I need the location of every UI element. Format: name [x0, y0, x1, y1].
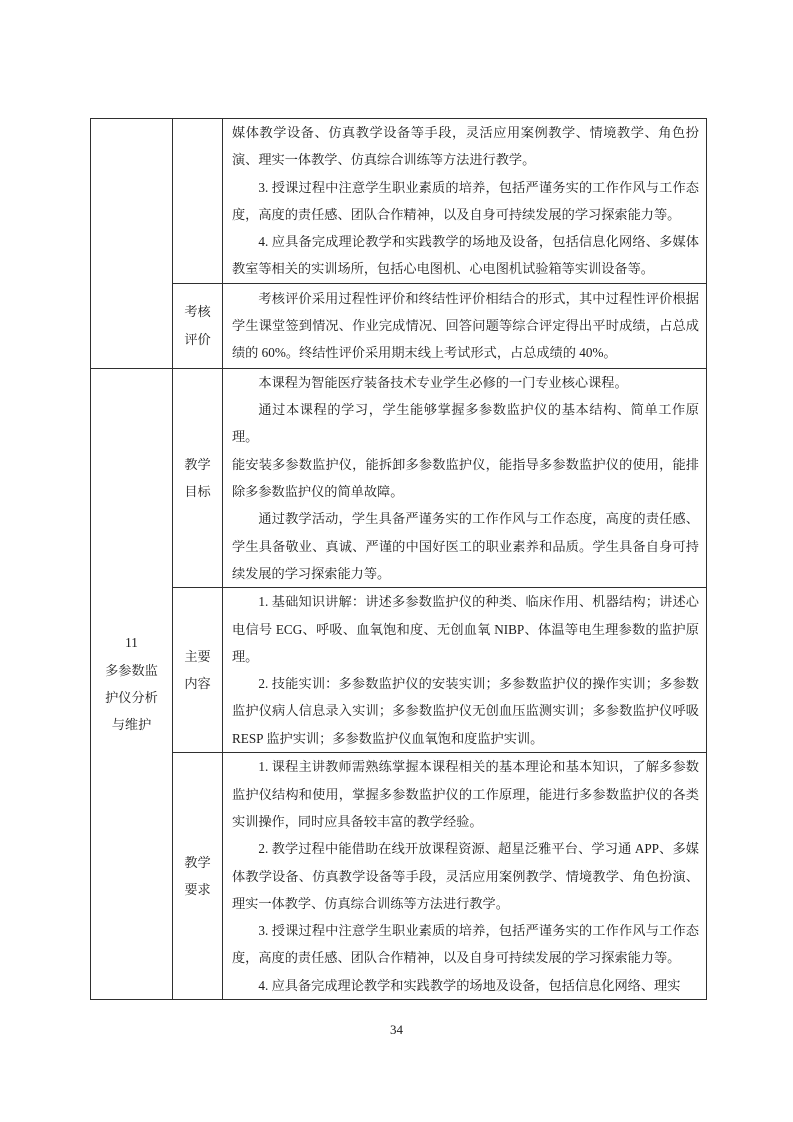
paragraph: 3. 授课过程中注意学生职业素质的培养，包括严谨务实的工作作风与工作态度，高度的责任感、团队合作精神，以及自身可持续发展的学习探索能力等。 [232, 179, 699, 222]
row-label-cell [173, 753, 223, 999]
row-label-cell [173, 369, 223, 587]
course-title-cell [91, 369, 173, 999]
row-content-cell [223, 119, 706, 283]
label-line: 与维护 [111, 717, 152, 733]
table-row [173, 119, 706, 283]
label-line: 主要 [184, 648, 211, 664]
paragraph: 媒体教学设备、仿真教学设备等手段，灵活应用案例教学、情境教学、角色扮演、理实一体教学、仿真综合训练等方法进行教学。 [232, 125, 699, 168]
course-title-cell [91, 119, 173, 368]
paragraph: 考核评价采用过程性评价和终结性评价相结合的形式，其中过程性评价根据学生课堂签到情况、作业完成情况、回答问题等综合评定得出平时成绩，占总成绩的 60%。终结性评价采用期末线上考试形式，占总成绩的 40%。 [232, 290, 699, 361]
label-line: 11 [125, 635, 138, 651]
row-label-cell [173, 119, 223, 283]
paragraph: 本课程为智能医疗装备技术专业学生必修的一门专业核心课程。 [258, 374, 628, 390]
label-line: 目标 [184, 483, 211, 499]
row-label-cell [173, 588, 223, 752]
paragraph: 2. 技能实训：多参数监护仪的安装实训；多参数监护仪的操作实训；多参数监护仪病人信息录入实训；多参数监护仪无创血压监测实训；多参数监护仪呼吸 RESP 监护实训；多参数监护仪血氧饱和度监护实训。 [232, 676, 699, 746]
course-outline-table [90, 118, 707, 1000]
row-content-cell [223, 753, 706, 999]
label-line: 护仪分析 [105, 689, 158, 705]
paragraph: 通过本课程的学习，学生能够掌握多参数监护仪的基本结构、简单工作原理。 [232, 402, 699, 445]
row-content-cell [223, 284, 706, 368]
paragraph: 能安装多参数监护仪，能拆卸多参数监护仪，能指导多参数监护仪的使用，能排除多参数监护仪的简单故障。 [232, 456, 699, 499]
label-line: 教学 [184, 854, 211, 870]
table-section [91, 368, 706, 999]
paragraph: 1. 基础知识讲解：讲述多参数监护仪的种类、临床作用、机器结构；讲述心电信号 ECG、呼吸、血氧饱和度、无创血氧 NIBP、体温等电生理参数的监护原理。 [232, 594, 699, 664]
label-line: 要求 [184, 882, 211, 898]
row-content-cell [223, 588, 706, 752]
table-row [173, 283, 706, 368]
paragraph: 3. 授课过程中注意学生职业素质的培养，包括严谨务实的工作作风与工作态度，高度的责任感、团队合作精神，以及自身可持续发展的学习探索能力等。 [232, 923, 699, 966]
label-line: 评价 [184, 331, 211, 347]
table-row [173, 587, 706, 752]
section-rows [173, 119, 706, 368]
page-number: 34 [390, 1022, 403, 1037]
label-line: 多参数监 [105, 662, 158, 678]
paragraph: 1. 课程主讲教师需熟练掌握本课程相关的基本理论和基本知识，了解多参数监护仪结构和使用，掌握多参数监护仪的工作原理，能进行多参数监护仪的各类实训操作，同时应具备较丰富的教学经验。 [232, 759, 699, 829]
paragraph: 4. 应具备完成理论教学和实践教学的场地及设备，包括信息化网络、理实 [258, 977, 681, 993]
label-line: 教学 [184, 456, 211, 472]
section-rows [173, 369, 706, 999]
row-label-cell [173, 284, 223, 368]
paragraph: 通过教学活动，学生具备严谨务实的工作作风与工作态度，高度的责任感、学生具备敬业、真诚、严谨的中国好医工的职业素养和品质。学生具备自身可持续发展的学习探索能力等。 [232, 511, 699, 581]
paragraph: 4. 应具备完成理论教学和实践教学的场地及设备，包括信息化网络、多媒体教室等相关的实训场所，包括心电图机、心电图机试验箱等实训设备等。 [232, 234, 699, 277]
label-line: 考核 [184, 304, 211, 320]
row-content-cell [223, 369, 706, 587]
paragraph: 2. 教学过程中能借助在线开放课程资源、超星泛雅平台、学习通 APP、多媒体教学设备、仿真教学设备等手段，灵活应用案例教学、情境教学、角色扮演、理实一体教学、仿真综合训练等方法进行教学。 [232, 841, 699, 911]
table-row [173, 752, 706, 999]
table-section [91, 119, 706, 368]
table-row [173, 369, 706, 587]
label-line: 内容 [184, 676, 211, 692]
